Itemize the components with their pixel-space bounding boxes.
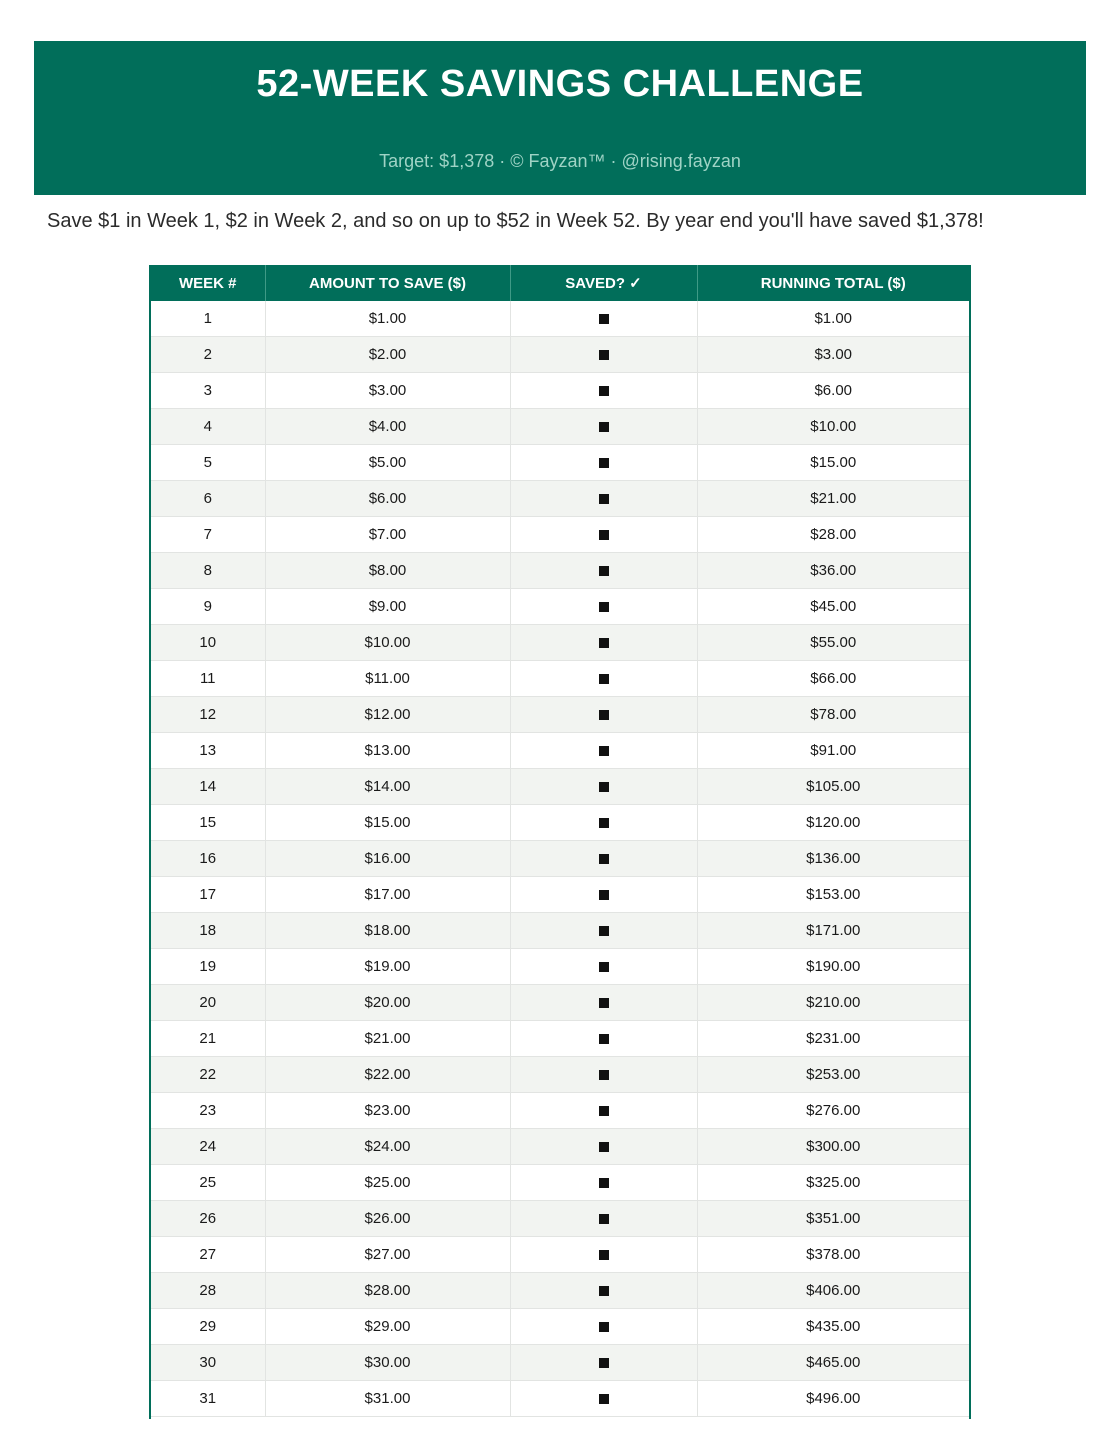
- amount-cell: $22.00: [265, 1057, 510, 1093]
- running-total-cell: $351.00: [697, 1201, 969, 1237]
- table-row: [151, 337, 969, 373]
- saved-checkbox-cell[interactable]: [510, 1381, 697, 1417]
- square-checkbox-icon[interactable]: [599, 494, 609, 504]
- saved-checkbox-cell[interactable]: [510, 985, 697, 1021]
- saved-checkbox-cell[interactable]: [510, 913, 697, 949]
- table-row: [151, 517, 969, 553]
- table-row: [151, 1237, 969, 1273]
- saved-checkbox-cell[interactable]: [510, 481, 697, 517]
- week-number-cell: 4: [151, 409, 265, 445]
- table-row: [151, 1273, 969, 1309]
- square-checkbox-icon[interactable]: [599, 1070, 609, 1080]
- week-number-cell: 24: [151, 1129, 265, 1165]
- saved-checkbox-cell[interactable]: [510, 877, 697, 913]
- saved-checkbox-cell[interactable]: [510, 949, 697, 985]
- square-checkbox-icon[interactable]: [599, 386, 609, 396]
- table-row: [151, 697, 969, 733]
- running-total-cell: $91.00: [697, 733, 969, 769]
- amount-cell: $1.00: [265, 301, 510, 337]
- amount-cell: $11.00: [265, 661, 510, 697]
- week-number-cell: 18: [151, 913, 265, 949]
- square-checkbox-icon[interactable]: [599, 710, 609, 720]
- square-checkbox-icon[interactable]: [599, 1286, 609, 1296]
- saved-checkbox-cell[interactable]: [510, 445, 697, 481]
- square-checkbox-icon[interactable]: [599, 1034, 609, 1044]
- saved-checkbox-cell[interactable]: [510, 1201, 697, 1237]
- saved-checkbox-cell[interactable]: [510, 553, 697, 589]
- week-number-cell: 8: [151, 553, 265, 589]
- amount-cell: $12.00: [265, 697, 510, 733]
- week-number-cell: 5: [151, 445, 265, 481]
- table-row: [151, 589, 969, 625]
- running-total-cell: $66.00: [697, 661, 969, 697]
- table-body: [151, 301, 969, 1417]
- intro-text: Save $1 in Week 1, $2 in Week 2, and so on up to $52 in Week 52. By year end you'll have saved $1,378!: [47, 210, 984, 232]
- table-row: [151, 301, 969, 337]
- square-checkbox-icon[interactable]: [599, 1142, 609, 1152]
- week-number-cell: 7: [151, 517, 265, 553]
- square-checkbox-icon[interactable]: [599, 458, 609, 468]
- saved-checkbox-cell[interactable]: [510, 697, 697, 733]
- table-row: [151, 1201, 969, 1237]
- running-total-cell: $300.00: [697, 1129, 969, 1165]
- week-number-cell: 9: [151, 589, 265, 625]
- table-row: [151, 625, 969, 661]
- amount-cell: $19.00: [265, 949, 510, 985]
- week-number-cell: 3: [151, 373, 265, 409]
- saved-checkbox-cell[interactable]: [510, 1165, 697, 1201]
- saved-checkbox-cell[interactable]: [510, 517, 697, 553]
- table-row: [151, 733, 969, 769]
- saved-checkbox-cell[interactable]: [510, 373, 697, 409]
- column-header-saved: SAVED? ✓: [510, 265, 697, 301]
- page-subtitle: Target: $1,378 · © Fayzan™ · @rising.fayzan: [379, 151, 741, 171]
- running-total-cell: $78.00: [697, 697, 969, 733]
- amount-cell: $8.00: [265, 553, 510, 589]
- amount-cell: $30.00: [265, 1345, 510, 1381]
- running-total-cell: $105.00: [697, 769, 969, 805]
- square-checkbox-icon[interactable]: [599, 566, 609, 576]
- week-number-cell: 26: [151, 1201, 265, 1237]
- amount-cell: $10.00: [265, 625, 510, 661]
- running-total-cell: $55.00: [697, 625, 969, 661]
- square-checkbox-icon[interactable]: [599, 962, 609, 972]
- running-total-cell: $406.00: [697, 1273, 969, 1309]
- saved-checkbox-cell[interactable]: [510, 1021, 697, 1057]
- saved-checkbox-cell[interactable]: [510, 301, 697, 337]
- square-checkbox-icon[interactable]: [599, 818, 609, 828]
- week-number-cell: 6: [151, 481, 265, 517]
- saved-checkbox-cell[interactable]: [510, 1057, 697, 1093]
- table-row: [151, 445, 969, 481]
- running-total-cell: $6.00: [697, 373, 969, 409]
- amount-cell: $9.00: [265, 589, 510, 625]
- running-total-cell: $253.00: [697, 1057, 969, 1093]
- square-checkbox-icon[interactable]: [599, 1250, 609, 1260]
- saved-checkbox-cell[interactable]: [510, 409, 697, 445]
- amount-cell: $28.00: [265, 1273, 510, 1309]
- running-total-cell: $3.00: [697, 337, 969, 373]
- amount-cell: $20.00: [265, 985, 510, 1021]
- week-number-cell: 14: [151, 769, 265, 805]
- amount-cell: $26.00: [265, 1201, 510, 1237]
- week-number-cell: 12: [151, 697, 265, 733]
- week-number-cell: 19: [151, 949, 265, 985]
- amount-cell: $31.00: [265, 1381, 510, 1417]
- header-banner: [34, 41, 1086, 195]
- table-row: [151, 805, 969, 841]
- week-number-cell: 20: [151, 985, 265, 1021]
- amount-cell: $16.00: [265, 841, 510, 877]
- square-checkbox-icon[interactable]: [599, 314, 609, 324]
- savings-table: [151, 265, 969, 1417]
- savings-table-container: [149, 265, 971, 1419]
- table-row: [151, 913, 969, 949]
- saved-checkbox-cell[interactable]: [510, 769, 697, 805]
- amount-cell: $5.00: [265, 445, 510, 481]
- running-total-cell: $231.00: [697, 1021, 969, 1057]
- week-number-cell: 13: [151, 733, 265, 769]
- running-total-cell: $15.00: [697, 445, 969, 481]
- table-row: [151, 841, 969, 877]
- square-checkbox-icon[interactable]: [599, 350, 609, 360]
- week-number-cell: 31: [151, 1381, 265, 1417]
- amount-cell: $6.00: [265, 481, 510, 517]
- amount-cell: $23.00: [265, 1093, 510, 1129]
- running-total-cell: $276.00: [697, 1093, 969, 1129]
- running-total-cell: $45.00: [697, 589, 969, 625]
- amount-cell: $13.00: [265, 733, 510, 769]
- saved-checkbox-cell[interactable]: [510, 1129, 697, 1165]
- amount-cell: $3.00: [265, 373, 510, 409]
- amount-cell: $29.00: [265, 1309, 510, 1345]
- running-total-cell: $190.00: [697, 949, 969, 985]
- table-row: [151, 661, 969, 697]
- week-number-cell: 17: [151, 877, 265, 913]
- running-total-cell: $153.00: [697, 877, 969, 913]
- saved-checkbox-cell[interactable]: [510, 805, 697, 841]
- week-number-cell: 10: [151, 625, 265, 661]
- table-row: [151, 1021, 969, 1057]
- saved-checkbox-cell[interactable]: [510, 1273, 697, 1309]
- week-number-cell: 11: [151, 661, 265, 697]
- square-checkbox-icon[interactable]: [599, 1214, 609, 1224]
- week-number-cell: 29: [151, 1309, 265, 1345]
- running-total-cell: $1.00: [697, 301, 969, 337]
- week-number-cell: 2: [151, 337, 265, 373]
- column-header-running-total: RUNNING TOTAL ($): [697, 265, 969, 301]
- square-checkbox-icon[interactable]: [599, 926, 609, 936]
- amount-cell: $17.00: [265, 877, 510, 913]
- week-number-cell: 27: [151, 1237, 265, 1273]
- amount-cell: $14.00: [265, 769, 510, 805]
- running-total-cell: $136.00: [697, 841, 969, 877]
- square-checkbox-icon[interactable]: [599, 854, 609, 864]
- running-total-cell: $496.00: [697, 1381, 969, 1417]
- running-total-cell: $210.00: [697, 985, 969, 1021]
- week-number-cell: 22: [151, 1057, 265, 1093]
- square-checkbox-icon[interactable]: [599, 602, 609, 612]
- amount-cell: $25.00: [265, 1165, 510, 1201]
- table-row: [151, 877, 969, 913]
- saved-checkbox-cell[interactable]: [510, 1093, 697, 1129]
- square-checkbox-icon[interactable]: [599, 1394, 609, 1404]
- saved-checkbox-cell[interactable]: [510, 337, 697, 373]
- square-checkbox-icon[interactable]: [599, 890, 609, 900]
- running-total-cell: $28.00: [697, 517, 969, 553]
- square-checkbox-icon[interactable]: [599, 422, 609, 432]
- square-checkbox-icon[interactable]: [599, 746, 609, 756]
- saved-checkbox-cell[interactable]: [510, 625, 697, 661]
- table-header-row: [151, 265, 969, 301]
- square-checkbox-icon[interactable]: [599, 998, 609, 1008]
- square-checkbox-icon[interactable]: [599, 1322, 609, 1332]
- saved-checkbox-cell[interactable]: [510, 661, 697, 697]
- week-number-cell: 23: [151, 1093, 265, 1129]
- saved-checkbox-cell[interactable]: [510, 1345, 697, 1381]
- table-row: [151, 373, 969, 409]
- table-row: [151, 1165, 969, 1201]
- table-row: [151, 553, 969, 589]
- table-row: [151, 1381, 969, 1417]
- week-number-cell: 15: [151, 805, 265, 841]
- running-total-cell: $36.00: [697, 553, 969, 589]
- running-total-cell: $325.00: [697, 1165, 969, 1201]
- week-number-cell: 25: [151, 1165, 265, 1201]
- running-total-cell: $21.00: [697, 481, 969, 517]
- square-checkbox-icon[interactable]: [599, 530, 609, 540]
- table-row: [151, 1345, 969, 1381]
- column-header-week: WEEK #: [151, 265, 265, 301]
- square-checkbox-icon[interactable]: [599, 782, 609, 792]
- page-title: 52-WEEK SAVINGS CHALLENGE: [256, 63, 864, 105]
- table-row: [151, 985, 969, 1021]
- week-number-cell: 28: [151, 1273, 265, 1309]
- week-number-cell: 16: [151, 841, 265, 877]
- square-checkbox-icon[interactable]: [599, 1106, 609, 1116]
- table-row: [151, 949, 969, 985]
- week-number-cell: 21: [151, 1021, 265, 1057]
- table-row: [151, 769, 969, 805]
- running-total-cell: $465.00: [697, 1345, 969, 1381]
- amount-cell: $15.00: [265, 805, 510, 841]
- amount-cell: $18.00: [265, 913, 510, 949]
- running-total-cell: $435.00: [697, 1309, 969, 1345]
- saved-checkbox-cell[interactable]: [510, 1309, 697, 1345]
- square-checkbox-icon[interactable]: [599, 1178, 609, 1188]
- amount-cell: $7.00: [265, 517, 510, 553]
- running-total-cell: $171.00: [697, 913, 969, 949]
- saved-checkbox-cell[interactable]: [510, 1237, 697, 1273]
- saved-checkbox-cell[interactable]: [510, 733, 697, 769]
- amount-cell: $27.00: [265, 1237, 510, 1273]
- square-checkbox-icon[interactable]: [599, 674, 609, 684]
- saved-checkbox-cell[interactable]: [510, 841, 697, 877]
- saved-checkbox-cell[interactable]: [510, 589, 697, 625]
- amount-cell: $4.00: [265, 409, 510, 445]
- running-total-cell: $378.00: [697, 1237, 969, 1273]
- week-number-cell: 30: [151, 1345, 265, 1381]
- running-total-cell: $10.00: [697, 409, 969, 445]
- square-checkbox-icon[interactable]: [599, 1358, 609, 1368]
- table-row: [151, 481, 969, 517]
- table-row: [151, 1057, 969, 1093]
- table-row: [151, 1129, 969, 1165]
- table-row: [151, 409, 969, 445]
- running-total-cell: $120.00: [697, 805, 969, 841]
- square-checkbox-icon[interactable]: [599, 638, 609, 648]
- amount-cell: $21.00: [265, 1021, 510, 1057]
- week-number-cell: 1: [151, 301, 265, 337]
- amount-cell: $24.00: [265, 1129, 510, 1165]
- table-row: [151, 1309, 969, 1345]
- amount-cell: $2.00: [265, 337, 510, 373]
- column-header-amount: AMOUNT TO SAVE ($): [265, 265, 510, 301]
- table-row: [151, 1093, 969, 1129]
